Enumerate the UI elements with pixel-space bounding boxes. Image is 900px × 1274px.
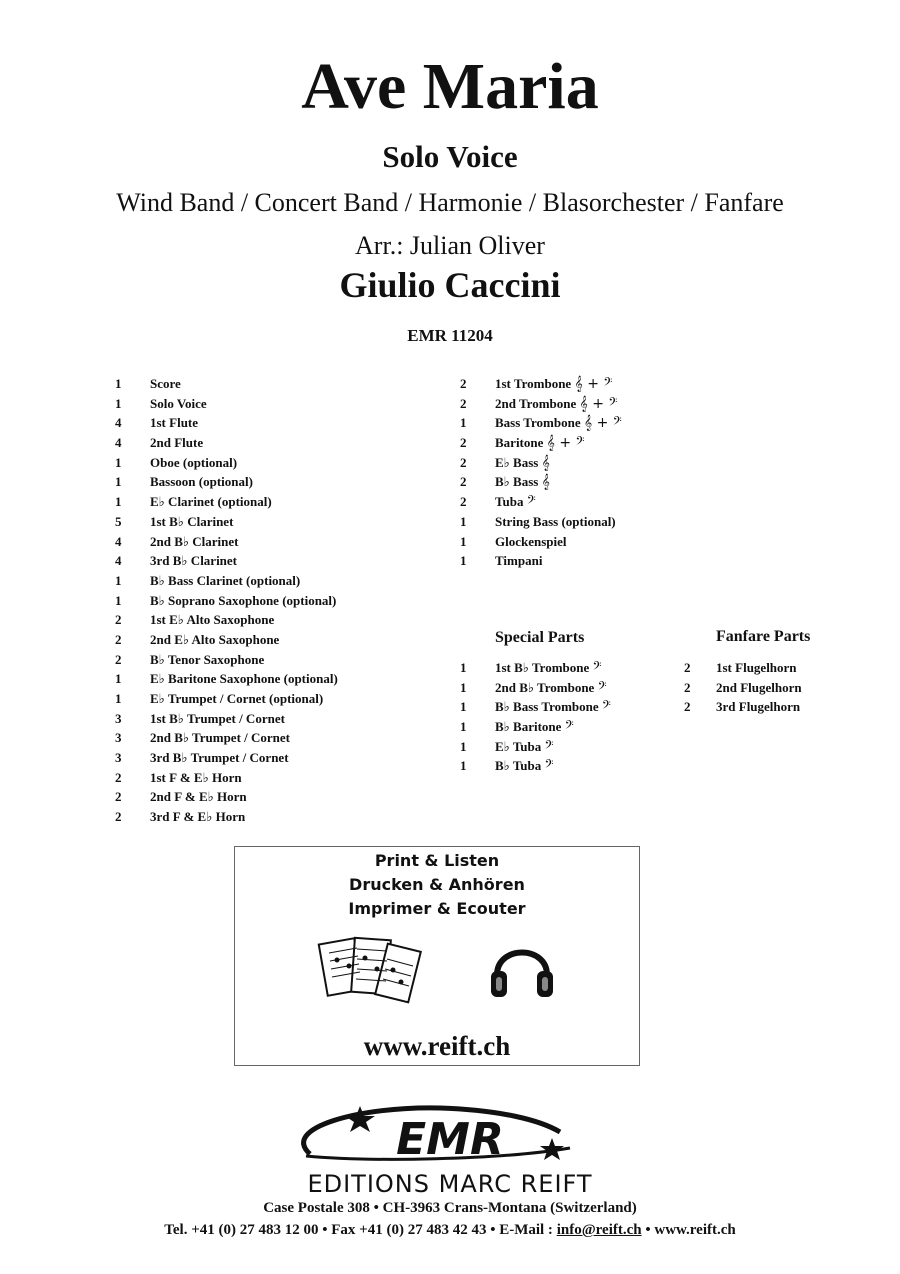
part-name-text: B♭ Tuba (495, 758, 542, 774)
part-row (115, 453, 455, 473)
part-quantity: 2 (460, 376, 467, 391)
part-name (716, 678, 802, 698)
part-name (716, 697, 800, 717)
part-name (150, 787, 247, 807)
part-quantity: 4 (115, 435, 122, 451)
part-name (150, 413, 198, 433)
part-quantity: 5 (115, 513, 122, 529)
part-name (150, 433, 203, 453)
part-quantity: 4 (115, 553, 122, 569)
catalog-number: EMR 11204 (407, 326, 493, 345)
part-quantity: 1 (115, 592, 122, 608)
part-quantity: 2 (460, 435, 467, 451)
part-name (495, 433, 585, 454)
part-name (495, 492, 536, 513)
part-name (495, 453, 550, 474)
publisher-address: Case Postale 308 • CH-3963 Crans-Montana (Switzerland) (263, 1200, 637, 1216)
part-name-text: B♭ Bass Clarinet (optional) (150, 572, 301, 588)
part-name-text: 2nd Trombone (495, 395, 577, 411)
email-link[interactable]: info@reift.ch (556, 1222, 642, 1238)
contact-website: • www.reift.ch (641, 1222, 736, 1238)
part-row (460, 472, 700, 492)
part-row (115, 472, 455, 492)
part-name (495, 374, 612, 395)
part-name-text: E♭ Clarinet (optional) (150, 494, 272, 510)
part-name (150, 689, 323, 709)
print-listen-box (234, 846, 640, 1066)
fanfare-parts-heading: Fanfare Parts (716, 628, 811, 645)
part-quantity: 4 (115, 533, 122, 549)
part-row (460, 658, 680, 678)
part-name (495, 658, 602, 679)
part-name-text: Timpani (495, 553, 543, 569)
part-name-text: 2nd B♭ Trombone (495, 679, 595, 695)
part-row (460, 492, 700, 512)
part-row (115, 591, 455, 611)
parts-list-left (115, 374, 455, 827)
part-quantity: 3 (115, 730, 122, 746)
part-name-text: 3rd F & E♭ Horn (150, 809, 246, 825)
part-name-text: Oboe (optional) (150, 454, 238, 470)
clef-icon: 𝄞 + 𝄢 (546, 435, 585, 452)
part-name-text: 1st B♭ Trombone (495, 660, 590, 675)
part-quantity: 2 (115, 769, 122, 785)
svg-text:EMR: EMR (396, 1114, 504, 1165)
part-quantity: 1 (115, 494, 122, 510)
part-row (460, 756, 680, 776)
part-row (115, 689, 455, 709)
part-name (150, 571, 300, 591)
part-name-text: 1st Flugelhorn (716, 660, 797, 675)
part-name (495, 472, 550, 493)
part-name-text: Glockenspiel (495, 533, 567, 549)
part-name-text: B♭ Baritone (495, 719, 562, 735)
part-name-text: Bassoon (optional) (150, 474, 253, 490)
promo-line-en: Print & Listen (374, 851, 500, 870)
part-row (460, 453, 700, 473)
part-quantity: 4 (115, 415, 122, 431)
part-quantity: 1 (115, 572, 122, 588)
part-name (150, 532, 238, 552)
part-quantity: 1 (460, 553, 467, 569)
promo-line-fr: Imprimer & Ecouter (348, 899, 526, 918)
part-row (115, 610, 455, 630)
part-name (150, 472, 253, 492)
subtitle: Solo Voice (382, 139, 518, 174)
part-row (115, 374, 455, 394)
part-row (460, 512, 700, 532)
part-name-text: 2nd Flute (150, 435, 204, 451)
clef-icon: 𝄞 + 𝄢 (574, 376, 613, 392)
part-name-text: 1st Flute (150, 415, 199, 431)
part-row (115, 571, 455, 591)
fanfare-parts-list (684, 658, 844, 717)
part-name-text: 3rd Flugelhorn (716, 699, 801, 715)
part-quantity: 2 (460, 395, 467, 411)
part-name-text: 2nd B♭ Clarinet (150, 533, 239, 549)
part-row (684, 678, 844, 698)
part-row (684, 658, 844, 678)
part-row (115, 748, 455, 768)
part-name-text: 1st F & E♭ Horn (150, 769, 242, 785)
part-name-text: Tuba (495, 494, 524, 510)
part-quantity: 3 (115, 750, 122, 766)
part-name (150, 591, 336, 611)
part-name-text: 2nd E♭ Alto Saxophone (150, 631, 280, 647)
part-row (115, 413, 455, 433)
part-name-text: E♭ Bass (495, 454, 539, 470)
clef-icon: 𝄢 (526, 494, 536, 511)
part-quantity: 1 (460, 660, 467, 675)
clef-icon: 𝄞 (541, 454, 550, 471)
part-quantity: 1 (460, 679, 467, 695)
part-name (150, 669, 338, 689)
part-name-text: Solo Voice (150, 395, 207, 411)
part-name-text: E♭ Tuba (495, 738, 542, 754)
page-title: Ave Maria (301, 50, 599, 123)
part-name-text: String Bass (optional) (495, 513, 616, 529)
part-name (150, 512, 233, 532)
part-name (150, 453, 237, 473)
part-row (460, 551, 700, 571)
part-quantity: 1 (460, 415, 467, 431)
arranger-line: Arr.: Julian Oliver (355, 231, 545, 260)
part-name (495, 551, 542, 571)
part-name-text: 2nd Flugelhorn (716, 679, 802, 695)
part-name-text: B♭ Bass (495, 474, 539, 490)
part-name-text: 2nd B♭ Trumpet / Cornet (150, 730, 290, 746)
part-quantity: 1 (115, 376, 122, 391)
part-name (495, 512, 616, 532)
clef-icon: 𝄢 (592, 660, 602, 676)
part-name (150, 650, 264, 670)
part-quantity: 2 (460, 474, 467, 490)
clef-icon: 𝄞 + 𝄢 (583, 415, 622, 432)
part-row (115, 394, 455, 414)
part-quantity: 3 (115, 710, 122, 726)
part-row (115, 630, 455, 650)
part-quantity: 1 (115, 395, 122, 411)
part-row (115, 787, 455, 807)
part-name (150, 630, 279, 650)
clef-icon: 𝄢 (544, 738, 554, 755)
part-name (495, 413, 622, 434)
part-name-text: B♭ Bass Trombone (495, 699, 599, 715)
part-row (115, 709, 455, 729)
part-row (115, 532, 455, 552)
part-name (150, 768, 242, 788)
promo-line-de: Drucken & Anhören (349, 875, 525, 894)
part-name-text: E♭ Trumpet / Cornet (optional) (150, 691, 324, 706)
part-name (150, 610, 274, 630)
part-row (460, 532, 700, 552)
part-name-text: Baritone (495, 435, 544, 451)
part-row (460, 433, 700, 453)
part-row (460, 737, 680, 757)
emr-logo (240, 1098, 660, 1168)
part-quantity: 1 (115, 454, 122, 470)
part-name (716, 658, 797, 678)
special-parts-heading: Special Parts (495, 629, 585, 646)
part-name (150, 394, 207, 414)
part-name (150, 492, 272, 512)
part-quantity: 2 (684, 679, 691, 695)
part-quantity: 2 (115, 612, 122, 628)
part-name-text: 1st B♭ Trumpet / Cornet (150, 710, 285, 726)
part-quantity: 2 (115, 651, 122, 667)
part-row (460, 394, 700, 414)
part-name-text: 3rd B♭ Clarinet (150, 553, 238, 569)
part-row (460, 678, 680, 698)
part-name-text: B♭ Tenor Saxophone (150, 651, 265, 667)
part-name-text: 1st Trombone (495, 376, 572, 391)
ensemble-line: Wind Band / Concert Band / Harmonie / Blasorchester / Fanfare (116, 188, 784, 217)
part-name-text: 1st E♭ Alto Saxophone (150, 612, 275, 628)
part-row (115, 492, 455, 512)
part-name-text: Bass Trombone (495, 415, 581, 431)
contact-phone-fax: Tel. +41 (0) 27 483 12 00 • Fax +41 (0) 27 483 42 43 • E-Mail : (164, 1222, 557, 1238)
part-name (495, 756, 554, 777)
part-quantity: 1 (460, 758, 467, 774)
part-name (495, 717, 574, 738)
part-row (460, 697, 680, 717)
publisher-name: EDITIONS MARC REIFT (307, 1170, 593, 1198)
part-quantity: 1 (460, 719, 467, 735)
composer-name: Giulio Caccini (339, 265, 561, 305)
clef-icon: 𝄞 + 𝄢 (579, 395, 618, 412)
publisher-contact (0, 1220, 900, 1240)
part-row (115, 512, 455, 532)
part-row (115, 768, 455, 788)
part-quantity: 1 (460, 513, 467, 529)
parts-list-right (460, 374, 700, 571)
part-name-text: E♭ Baritone Saxophone (optional) (150, 671, 338, 687)
part-name (150, 748, 289, 768)
part-row (115, 650, 455, 670)
part-quantity: 1 (460, 699, 467, 715)
headphones-icon (487, 933, 557, 1003)
part-row (460, 413, 700, 433)
part-name-text: Score (150, 376, 181, 391)
part-name (150, 807, 245, 827)
part-quantity: 2 (460, 454, 467, 470)
part-name (495, 697, 611, 718)
part-row (460, 717, 680, 737)
part-row (115, 807, 455, 827)
clef-icon: 𝄢 (601, 699, 611, 716)
part-row (115, 551, 455, 571)
part-name (495, 678, 607, 699)
part-quantity: 2 (684, 660, 691, 675)
part-name-text: 1st B♭ Clarinet (150, 513, 234, 529)
part-quantity: 2 (684, 699, 691, 715)
sheet-music-icon (317, 933, 427, 1013)
clef-icon: 𝄞 (541, 474, 550, 491)
part-quantity: 1 (460, 533, 467, 549)
clef-icon: 𝄢 (544, 758, 554, 775)
part-quantity: 1 (115, 474, 122, 490)
part-name (150, 728, 290, 748)
part-quantity: 2 (115, 631, 122, 647)
part-name (150, 551, 237, 571)
part-quantity: 1 (460, 738, 467, 754)
part-row (115, 669, 455, 689)
promo-website-link[interactable]: www.reift.ch (363, 1031, 511, 1061)
clef-icon: 𝄢 (597, 679, 607, 696)
part-name-text: 2nd F & E♭ Horn (150, 789, 247, 805)
part-quantity: 2 (460, 494, 467, 510)
part-quantity: 1 (115, 691, 122, 706)
clef-icon: 𝄢 (564, 719, 574, 736)
part-name-text: B♭ Soprano Saxophone (optional) (150, 592, 337, 608)
part-row (684, 697, 844, 717)
part-quantity: 2 (115, 789, 122, 805)
special-parts-list (460, 658, 680, 776)
part-name (150, 709, 285, 729)
part-name-text: 3rd B♭ Trumpet / Cornet (150, 750, 289, 766)
part-name (495, 532, 567, 552)
part-name (495, 737, 554, 758)
part-row (115, 433, 455, 453)
part-name (150, 374, 181, 394)
part-quantity: 1 (115, 671, 122, 687)
part-name (495, 394, 617, 415)
part-quantity: 2 (115, 809, 122, 825)
part-row (115, 728, 455, 748)
part-row (460, 374, 700, 394)
